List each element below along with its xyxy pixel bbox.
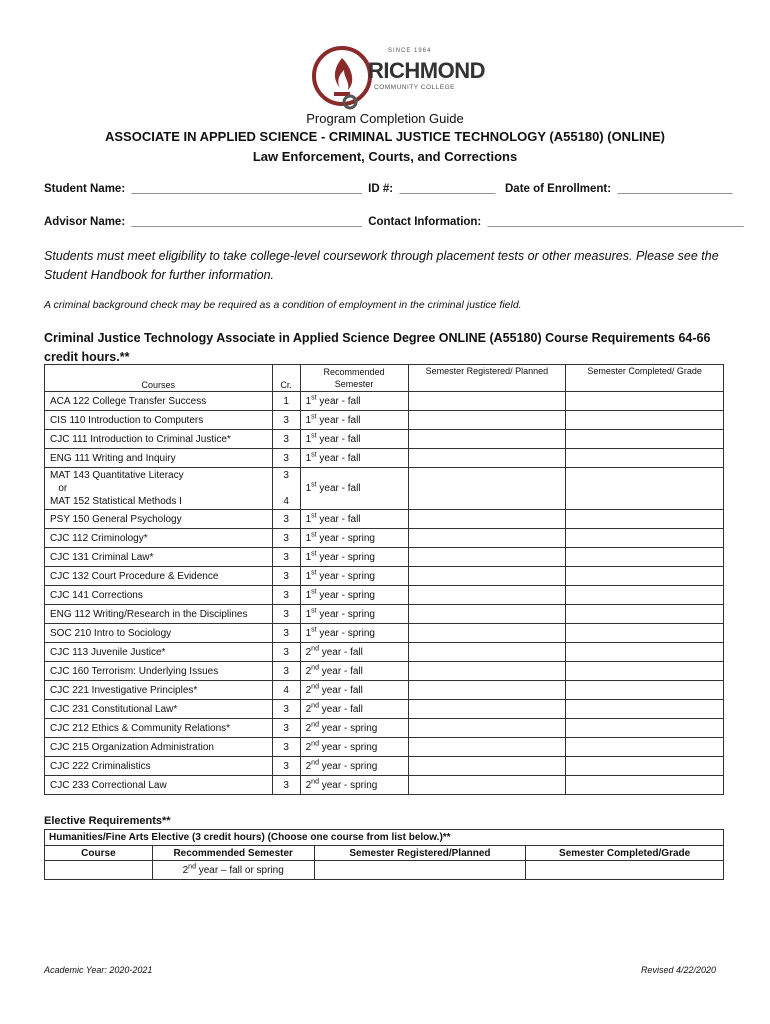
completed-cell[interactable] (566, 719, 724, 738)
course-line-1: MAT 143 Quantitative Literacy (50, 470, 184, 481)
elective-completed-cell[interactable] (526, 861, 724, 880)
header-courses: Courses (45, 365, 273, 392)
completed-cell[interactable] (566, 529, 724, 548)
completed-cell[interactable] (566, 643, 724, 662)
credits-cell: 3 (272, 700, 300, 719)
requirements-heading: Criminal Justice Technology Associate in Applied Science Degree ONLINE (A55180) Course Requirements 64-66 credit hours.** (44, 331, 711, 364)
table-row (45, 510, 724, 529)
recommended-cell: 2nd year - fall (300, 643, 408, 662)
completed-cell[interactable] (566, 468, 724, 510)
student-info-row: Student Name: ____________________________________ ID #: _______________ Date of Enrollment: __________________ (44, 183, 733, 195)
credits-cell: 3 (272, 605, 300, 624)
table-row (45, 643, 724, 662)
registered-cell[interactable] (408, 700, 566, 719)
logo-since: SINCE 1964 (388, 48, 432, 54)
course-table (44, 364, 724, 795)
recommended-cell: 2nd year - fall (300, 681, 408, 700)
logo-name: RICHMOND (368, 58, 485, 83)
completed-cell[interactable] (566, 738, 724, 757)
recommended-cell: 2nd year - fall (300, 700, 408, 719)
completed-cell[interactable] (566, 449, 724, 468)
elective-header-completed: Semester Completed/Grade (526, 846, 724, 861)
header-registered: Semester Registered/ Planned (408, 365, 566, 392)
registered-cell[interactable] (408, 757, 566, 776)
header-recommended: Recommended Semester (300, 365, 408, 392)
elective-course-cell[interactable] (45, 861, 153, 880)
course-cell: CIS 110 Introduction to Computers (45, 411, 273, 430)
recommended-cell: 1st year - fall (300, 430, 408, 449)
registered-cell[interactable] (408, 411, 566, 430)
completed-cell[interactable] (566, 605, 724, 624)
elective-label: Elective Requirements** (44, 815, 171, 827)
recommended-cell: 2nd year - spring (300, 757, 408, 776)
registered-cell[interactable] (408, 605, 566, 624)
recommended-cell: 1st year - spring (300, 624, 408, 643)
completed-cell[interactable] (566, 700, 724, 719)
course-cell: CJC 113 Juvenile Justice* (45, 643, 273, 662)
course-cell: PSY 150 General Psychology (45, 510, 273, 529)
credits-cell: 3 (272, 529, 300, 548)
footer-revised: Revised 4/22/2020 (640, 965, 716, 975)
table-row (45, 719, 724, 738)
course-line-2: or (50, 483, 68, 494)
recommended-cell: 1st year - spring (300, 567, 408, 586)
registered-cell[interactable] (408, 392, 566, 411)
credits-cell (272, 468, 300, 510)
credits-cell: 3 (272, 430, 300, 449)
credits-cell: 3 (272, 449, 300, 468)
credits-cell: 3 (272, 567, 300, 586)
course-cell: CJC 222 Criminalistics (45, 757, 273, 776)
humanities-heading: Humanities/Fine Arts Elective (3 credit hours) (Choose one course from list below.)** (45, 830, 724, 846)
completed-cell[interactable] (566, 624, 724, 643)
credits-cell: 4 (272, 681, 300, 700)
course-cell: SOC 210 Intro to Sociology (45, 624, 273, 643)
table-header-row (45, 365, 724, 392)
course-cell: CJC 131 Criminal Law* (45, 548, 273, 567)
table-row (45, 529, 724, 548)
registered-cell[interactable] (408, 468, 566, 510)
table-row-math (45, 468, 724, 510)
registered-cell[interactable] (408, 681, 566, 700)
college-logo (310, 44, 485, 114)
table-row (45, 548, 724, 567)
registered-cell[interactable] (408, 586, 566, 605)
credits-line-1: 3 (283, 470, 289, 481)
logo-sub: COMMUNITY COLLEGE (374, 84, 455, 91)
advisor-info-row: Advisor Name: ____________________________________ Contact Information: ________________________________________ (44, 216, 744, 228)
course-cell: CJC 212 Ethics & Community Relations* (45, 719, 273, 738)
registered-cell[interactable] (408, 719, 566, 738)
elective-table (44, 829, 724, 880)
table-row (45, 662, 724, 681)
course-cell: CJC 233 Correctional Law (45, 776, 273, 795)
table-row (45, 411, 724, 430)
registered-cell[interactable] (408, 449, 566, 468)
completed-cell[interactable] (566, 586, 724, 605)
registered-cell[interactable] (408, 643, 566, 662)
credits-cell: 3 (272, 662, 300, 681)
credits-cell: 3 (272, 738, 300, 757)
table-row (45, 567, 724, 586)
footer-academic-year: Academic Year: 2020-2021 (44, 965, 153, 975)
course-cell: CJC 141 Corrections (45, 586, 273, 605)
guide-label: Program Completion Guide (306, 111, 464, 126)
recommended-cell: 1st year - fall (300, 510, 408, 529)
table-row (45, 449, 724, 468)
elective-recommended-cell: 2nd year – fall or spring (152, 861, 314, 880)
recommended-cell: 1st year - spring (300, 548, 408, 567)
recommended-cell: 1st year - fall (300, 449, 408, 468)
eligibility-note: Students must meet eligibility to take college-level coursework through placement tests or other measures. Please see the Student Handbook for further information. (44, 249, 719, 282)
background-check-note: A criminal background check may be required as a condition of employment in the criminal justice field. (44, 299, 522, 311)
course-cell: CJC 132 Court Procedure & Evidence (45, 567, 273, 586)
table-row (45, 681, 724, 700)
course-cell: CJC 112 Criminology* (45, 529, 273, 548)
registered-cell[interactable] (408, 567, 566, 586)
course-cell: ACA 122 College Transfer Success (45, 392, 273, 411)
recommended-cell: 1st year - spring (300, 529, 408, 548)
registered-cell[interactable] (408, 510, 566, 529)
credits-cell: 3 (272, 719, 300, 738)
course-cell: ENG 112 Writing/Research in the Disciplines (45, 605, 273, 624)
course-cell: CJC 160 Terrorism: Underlying Issues (45, 662, 273, 681)
completed-cell[interactable] (566, 776, 724, 795)
course-cell: CJC 111 Introduction to Criminal Justice* (45, 430, 273, 449)
registered-cell[interactable] (408, 738, 566, 757)
credits-cell: 3 (272, 586, 300, 605)
completed-cell[interactable] (566, 548, 724, 567)
table-row (45, 605, 724, 624)
header-credits: Cr. (272, 365, 300, 392)
registered-cell[interactable] (408, 529, 566, 548)
course-cell: CJC 215 Organization Administration (45, 738, 273, 757)
course-cell: ENG 111 Writing and Inquiry (45, 449, 273, 468)
course-line-3: MAT 152 Statistical Methods I (50, 496, 182, 507)
course-cell: CJC 231 Constitutional Law* (45, 700, 273, 719)
recommended-cell: 1st year - spring (300, 605, 408, 624)
table-row (45, 757, 724, 776)
course-cell: CJC 221 Investigative Principles* (45, 681, 273, 700)
registered-cell[interactable] (408, 776, 566, 795)
completed-cell[interactable] (566, 430, 724, 449)
course-cell (45, 468, 273, 510)
completed-cell[interactable] (566, 757, 724, 776)
page-subtitle: Law Enforcement, Courts, and Corrections (252, 149, 518, 164)
completed-cell[interactable] (566, 567, 724, 586)
credits-cell: 1 (272, 392, 300, 411)
credits-line-2: 4 (283, 496, 289, 507)
recommended-cell: 2nd year - fall (300, 662, 408, 681)
credits-cell: 3 (272, 776, 300, 795)
credits-cell: 3 (272, 624, 300, 643)
completed-cell[interactable] (566, 392, 724, 411)
elective-registered-cell[interactable] (314, 861, 526, 880)
recommended-cell: 1st year - spring (300, 586, 408, 605)
registered-cell[interactable] (408, 624, 566, 643)
recommended-cell: 1st year - fall (300, 411, 408, 430)
recommended-cell: 1st year - fall (300, 468, 408, 510)
credits-cell: 3 (272, 548, 300, 567)
credits-cell: 3 (272, 411, 300, 430)
completed-cell[interactable] (566, 510, 724, 529)
recommended-cell: 2nd year - spring (300, 776, 408, 795)
recommended-cell: 2nd year - spring (300, 719, 408, 738)
header-completed: Semester Completed/ Grade (566, 365, 724, 392)
registered-cell[interactable] (408, 430, 566, 449)
credits-cell: 3 (272, 643, 300, 662)
credits-cell: 3 (272, 510, 300, 529)
recommended-cell: 2nd year - spring (300, 738, 408, 757)
table-row (45, 624, 724, 643)
page-title: ASSOCIATE IN APPLIED SCIENCE - CRIMINAL JUSTICE TECHNOLOGY (A55180) (ONLINE) (104, 129, 666, 144)
recommended-cell: 1st year - fall (300, 392, 408, 411)
credits-cell: 3 (272, 757, 300, 776)
elective-header-registered: Semester Registered/Planned (314, 846, 526, 861)
completed-cell[interactable] (566, 681, 724, 700)
table-row (45, 430, 724, 449)
table-row (45, 776, 724, 795)
registered-cell[interactable] (408, 548, 566, 567)
table-row (45, 586, 724, 605)
elective-header-course: Course (45, 846, 153, 861)
completed-cell[interactable] (566, 411, 724, 430)
table-row (45, 392, 724, 411)
registered-cell[interactable] (408, 662, 566, 681)
table-row (45, 700, 724, 719)
table-row (45, 738, 724, 757)
completed-cell[interactable] (566, 662, 724, 681)
elective-header-recommended: Recommended Semester (152, 846, 314, 861)
